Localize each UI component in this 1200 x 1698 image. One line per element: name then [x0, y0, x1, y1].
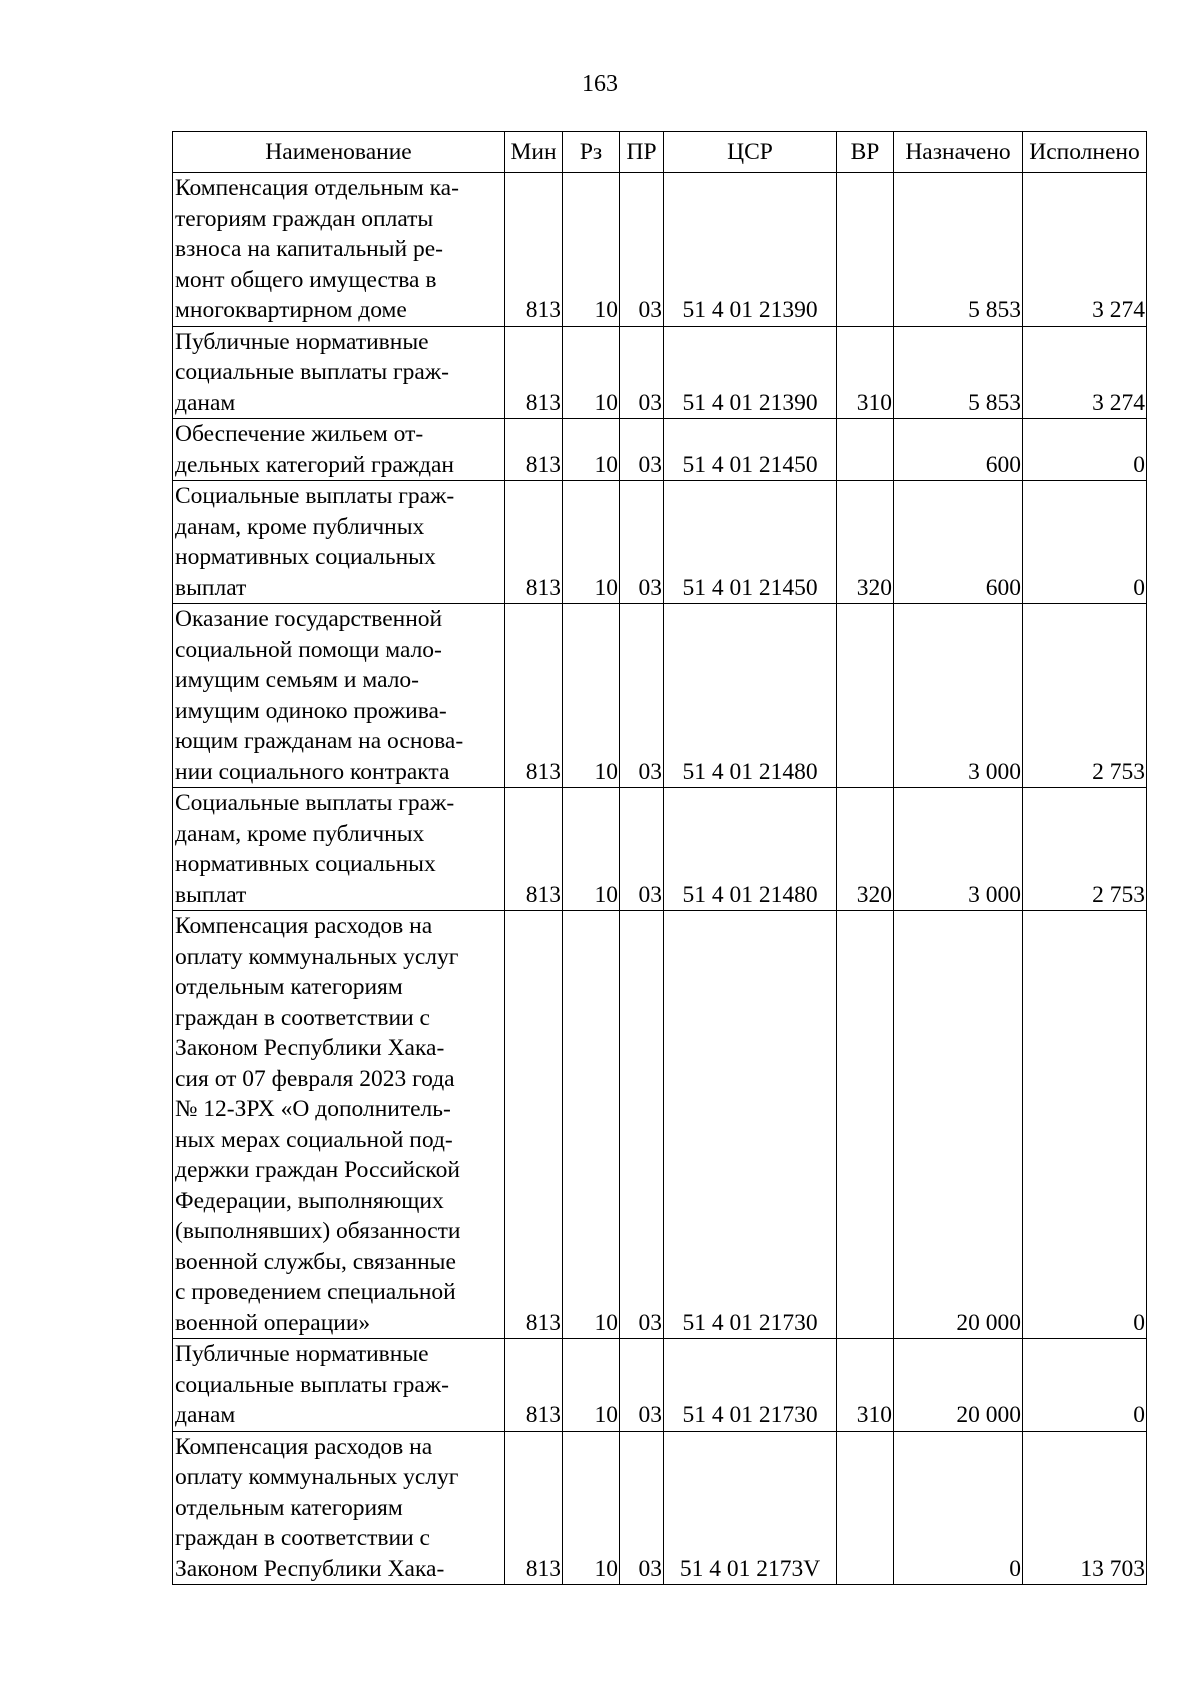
name-line: оплату коммунальных услуг: [175, 1464, 459, 1490]
name-line: военной операции»: [175, 1309, 371, 1336]
header-min: Мин: [505, 132, 563, 173]
cell-name: [173, 1431, 505, 1585]
table-row: [173, 173, 1147, 327]
header-vr: ВР: [837, 132, 894, 173]
cell-rz: 10: [563, 1431, 620, 1585]
cell-rz: 10: [563, 788, 620, 911]
name-line: социальные выплаты граж-: [175, 1371, 449, 1398]
cell-min: 813: [505, 604, 563, 788]
name-line: Законом Республики Хака-: [175, 1555, 445, 1582]
header-csr: ЦСР: [664, 132, 837, 173]
cell-vr: [837, 911, 894, 1339]
name-line: ных мерах социальной под-: [175, 1126, 453, 1153]
cell-vr: 320: [837, 481, 894, 604]
name-line: данам: [175, 389, 236, 416]
cell-pr: 03: [620, 481, 664, 604]
name-line: держки граждан Российской: [175, 1157, 460, 1183]
name-line: нии социального контракта: [175, 758, 450, 785]
name-line: № 12-ЗРХ «О дополнитель-: [175, 1096, 451, 1122]
name-line: Социальные выплаты граж-: [175, 483, 455, 509]
cell-csr: 51 4 01 21480: [664, 788, 837, 911]
name-line: имущим семьям и мало-: [175, 667, 420, 693]
cell-assigned: 600: [894, 481, 1023, 604]
table-row: [173, 326, 1147, 419]
name-line: дельных категорий граждан: [175, 451, 455, 478]
name-line: Законом Республики Хака-: [175, 1035, 445, 1061]
cell-min: 813: [505, 1431, 563, 1585]
name-line: тегориям граждан оплаты: [175, 205, 434, 232]
name-line: граждан в соответствии с: [175, 1525, 430, 1551]
name-line: данам, кроме публичных: [175, 513, 425, 540]
cell-csr: 51 4 01 2173V: [664, 1431, 837, 1585]
cell-csr: 51 4 01 21390: [664, 326, 837, 419]
header-executed: Исполнено: [1023, 132, 1147, 173]
cell-name: [173, 911, 505, 1339]
name-line: Обеспечение жильем от-: [175, 421, 424, 447]
cell-pr: 03: [620, 1431, 664, 1585]
table-header: [173, 132, 1147, 173]
cell-name: [173, 326, 505, 419]
page-number: 163: [582, 71, 618, 97]
cell-executed: 2 753: [1023, 788, 1147, 911]
cell-name: [173, 173, 505, 327]
name-line: ющим гражданам на основа-: [175, 728, 464, 754]
cell-min: 813: [505, 173, 563, 327]
name-line: Публичные нормативные: [175, 1341, 429, 1367]
table-row: [173, 604, 1147, 788]
name-line: Компенсация отдельным ка-: [175, 175, 459, 201]
name-line: социальные выплаты граж-: [175, 359, 449, 385]
name-line: сия от 07 февраля 2023 года: [175, 1065, 455, 1092]
cell-min: 813: [505, 419, 563, 481]
cell-pr: 03: [620, 326, 664, 419]
cell-executed: 0: [1023, 419, 1147, 481]
cell-vr: [837, 419, 894, 481]
cell-assigned: 0: [894, 1431, 1023, 1585]
cell-assigned: 5 853: [894, 326, 1023, 419]
table-row: [173, 1431, 1147, 1585]
cell-rz: 10: [563, 604, 620, 788]
name-line: выплат: [175, 881, 247, 908]
name-line: Оказание государственной: [175, 606, 443, 632]
budget-table: [172, 131, 1147, 1585]
table-body: [173, 173, 1147, 1585]
cell-name: [173, 481, 505, 604]
cell-pr: 03: [620, 173, 664, 327]
name-line: Федерации, выполняющих: [175, 1187, 444, 1214]
cell-pr: 03: [620, 911, 664, 1339]
table-row: [173, 911, 1147, 1339]
table-row: [173, 1339, 1147, 1432]
cell-rz: 10: [563, 419, 620, 481]
name-line: Публичные нормативные: [175, 328, 429, 355]
cell-vr: 310: [837, 326, 894, 419]
name-line: Компенсация расходов на: [175, 1433, 433, 1460]
cell-vr: [837, 1431, 894, 1585]
cell-pr: 03: [620, 788, 664, 911]
cell-executed: 3 274: [1023, 326, 1147, 419]
cell-min: 813: [505, 788, 563, 911]
header-name: Наименование: [173, 132, 505, 173]
name-line: оплату коммунальных услуг: [175, 943, 459, 970]
cell-pr: 03: [620, 1339, 664, 1432]
header-row: [173, 132, 1147, 173]
name-line: граждан в соответствии с: [175, 1004, 430, 1031]
name-line: данам, кроме публичных: [175, 820, 425, 847]
cell-executed: 0: [1023, 481, 1147, 604]
name-line: с проведением специальной: [175, 1279, 456, 1305]
cell-rz: 10: [563, 1339, 620, 1432]
cell-min: 813: [505, 911, 563, 1339]
cell-executed: 13 703: [1023, 1431, 1147, 1585]
name-line: имущим одиноко прожива-: [175, 697, 447, 724]
name-line: социальной помощи мало-: [175, 636, 442, 663]
cell-assigned: 3 000: [894, 604, 1023, 788]
name-line: Компенсация расходов на: [175, 913, 433, 939]
name-line: монт общего имущества в: [175, 266, 437, 293]
name-line: (выполнявших) обязанности: [175, 1218, 461, 1244]
cell-csr: 51 4 01 21450: [664, 419, 837, 481]
table-row: [173, 419, 1147, 481]
cell-csr: 51 4 01 21480: [664, 604, 837, 788]
cell-csr: 51 4 01 21730: [664, 1339, 837, 1432]
cell-assigned: 20 000: [894, 911, 1023, 1339]
name-line: Социальные выплаты граж-: [175, 790, 455, 816]
name-line: выплат: [175, 574, 247, 601]
cell-name: [173, 1339, 505, 1432]
cell-executed: 0: [1023, 911, 1147, 1339]
cell-min: 813: [505, 1339, 563, 1432]
name-line: многоквартирном доме: [175, 297, 407, 323]
cell-pr: 03: [620, 419, 664, 481]
cell-name: [173, 419, 505, 481]
cell-vr: [837, 173, 894, 327]
name-line: военной службы, связанные: [175, 1248, 456, 1275]
table-row: [173, 788, 1147, 911]
name-line: отдельным категориям: [175, 974, 403, 1000]
cell-executed: 0: [1023, 1339, 1147, 1432]
cell-csr: 51 4 01 21730: [664, 911, 837, 1339]
cell-assigned: 3 000: [894, 788, 1023, 911]
cell-vr: [837, 604, 894, 788]
cell-name: [173, 604, 505, 788]
cell-rz: 10: [563, 173, 620, 327]
cell-rz: 10: [563, 481, 620, 604]
cell-vr: 320: [837, 788, 894, 911]
cell-name: [173, 788, 505, 911]
name-line: данам: [175, 1402, 236, 1428]
header-assigned: Назначено: [894, 132, 1023, 173]
cell-assigned: 20 000: [894, 1339, 1023, 1432]
cell-min: 813: [505, 326, 563, 419]
name-line: взноса на капитальный ре-: [175, 236, 443, 262]
cell-min: 813: [505, 481, 563, 604]
cell-pr: 03: [620, 604, 664, 788]
cell-executed: 3 274: [1023, 173, 1147, 327]
header-rz: Рз: [563, 132, 620, 173]
name-line: нормативных социальных: [175, 851, 436, 877]
cell-vr: 310: [837, 1339, 894, 1432]
cell-assigned: 5 853: [894, 173, 1023, 327]
cell-rz: 10: [563, 911, 620, 1339]
cell-csr: 51 4 01 21390: [664, 173, 837, 327]
table-row: [173, 481, 1147, 604]
name-line: отдельным категориям: [175, 1494, 403, 1521]
cell-executed: 2 753: [1023, 604, 1147, 788]
cell-csr: 51 4 01 21450: [664, 481, 837, 604]
name-line: нормативных социальных: [175, 544, 436, 570]
header-pr: ПР: [620, 132, 664, 173]
cell-assigned: 600: [894, 419, 1023, 481]
cell-rz: 10: [563, 326, 620, 419]
